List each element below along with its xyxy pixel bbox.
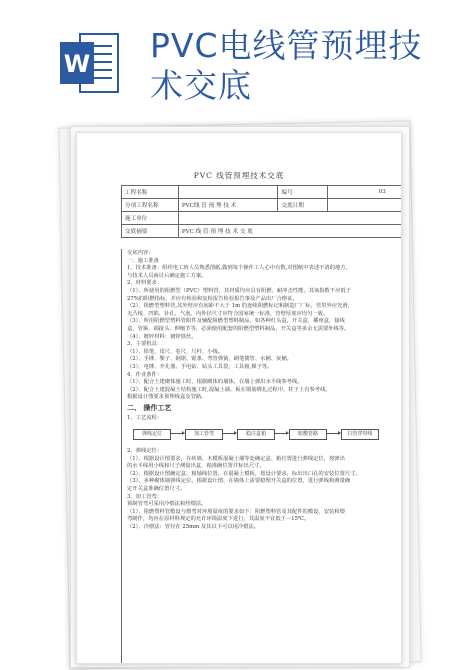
body-section-process [127,448,402,532]
body-line: 3、主要机具： [127,341,163,348]
body-line: 一、施工准备 [127,257,159,264]
flow-arrow-icon [171,433,183,434]
table-value [178,186,278,199]
document-body [127,250,402,532]
table-row [122,212,403,225]
body-line: 根据设计图要求预埋线盒及管路。 [127,394,207,401]
flow-step-box: 暗敷管路 [289,429,327,440]
flow-arrow-icon [223,433,235,434]
body-line: 无凸棱、凹陷、针孔、气泡，内外径尺寸应符合国家统一标准，管壁厚度应均匀一致。 [127,310,329,317]
flow-arrow-icon [275,433,287,434]
document-banner [0,0,474,118]
table-value: 03 [328,186,402,199]
table-row [122,186,403,199]
table-value: PVC线 管 预 埋 技 术 [178,199,278,212]
flow-arrow-icon [327,433,339,434]
flow-step-box: 扫管穿带线 [341,429,379,440]
body-line: 与技术人员商讨后确定施工方案。 [127,272,207,279]
body-line: （2）、阻燃型塑料管,其外壁应有间距不大于 1m 的连续阻燃标记和制造厂厂标，管里外应光滑, [127,303,350,310]
body-line: （1）、所使用的阻燃型（PVC）塑料管，其材质均应具有阻燃、耐冲击性能，其氧指数不应低于 [127,287,352,294]
table-label: 交底摘要 [122,225,179,238]
table-label: 交底日期 [278,199,328,212]
table-row [122,225,403,238]
word-document-icon [58,28,120,98]
body-line: （1）、根据设计图要求，在砖墙、木模板混凝土墙等处确定盒、箱位置进行弹线定位，按弹出 [127,455,345,462]
svg-text:W: W [63,50,91,78]
table-value [328,199,402,212]
table-label: 施工单位 [122,212,179,225]
body-line: （1）、配合土建砌体施工时，根据砌体的墙体，在墙上弹出水平线参考线。 [127,379,303,386]
body-line: 1、技术准备：组织电工班人员熟悉图纸,做到每个操作工人心中有数,对图纸中表述不清的地方, [127,265,348,272]
process-label: 1、工艺流程： [127,415,163,422]
body-line: （1）、阻燃塑料管敷设与煨弯对环境温度的要求如下：阻燃塑料管及其配件的敷设，安装和煨 [127,508,345,515]
body-line: 弯制作，均应在原材料规定的允许环境温度下进行，其温度不宜低于－15℃。 [127,516,310,523]
content-title: 交底内容： [127,250,154,256]
table-label: 工程名称 [122,186,179,199]
body-line: （3）、电锤、开孔器、手电钻、钻头工具袋，工具箱,梯子等。 [127,363,273,370]
table-row [122,199,403,212]
document-page [76,132,402,664]
table-value [178,212,402,225]
body-line: （2）、根据设计图确定盒、箱轴线位置，在混凝土模板，按设计要求，标出出口孔的安装位置尺寸。 [127,470,361,477]
body-line: 4、作业条件： [127,371,163,378]
document-title: PVC 线管预埋技术交底 [193,171,285,180]
flow-step-box: 稳注盒箱 [237,429,275,440]
body-line: 3、加工管弯： [127,493,163,500]
body-line: （4）、镀锌材料：镀锌铁丝。 [127,333,197,340]
body-line: 的水平线用小线和尺子测量出盒、箱准确位置并标出尺寸。 [127,463,265,470]
body-line: （3）、所用阻燃型塑料管附件及辅配阻燃型塑料制品，如各种灯头盒，开关盒，插座盒，接线 [127,318,345,325]
body-line: （1）、铅笔、皮尺、卷尺、尺杆、小线。 [127,348,224,355]
table-value: PVC 线 管 预 埋 技 术 交 底 [178,225,402,238]
banner-title: PVC电线管预埋技术交底 [150,26,423,105]
body-line: 2、弹线定位： [127,448,163,455]
body-line: 预制管弯可采用冷煨法和热煨法。 [127,501,207,508]
flow-step-box: 弹线定位 [133,429,171,440]
body-section-preparation [127,258,402,402]
body-line: （2）、手锤、錾子、钢锯、锯条、弯管弹簧、刷笔搂管、水桶、灰桶。 [127,356,292,363]
body-line: 2、材料要求： [127,280,163,287]
body-line: （3）、多种砌体墙弹线定位，根据设计图，在墙体上需要稳埋开关盒的位置，进行弹线和测量确 [127,478,351,485]
section-heading: 二、 操作工艺 [127,403,172,412]
table-label: 分项工程名称 [122,199,179,212]
body-line: （2）、配合土建混凝土结构施工时,混凝土墙、板在钢筋绑扎过程中，柱子上有参考线， [127,386,331,393]
body-line: （2）、冷煨法：管径在 25mm 及其以下可以用冷煨法。 [127,524,260,530]
body-line: 定开关盒准确位置尺寸。 [127,486,186,493]
body-line: 盒，管箍、端接头、伸缩节等，必须使用配套的阻燃型塑料制品，开关盒等多余无需要外线等。 [127,325,350,332]
info-table [121,185,402,238]
table-label: 编号 [278,186,328,199]
process-flowchart [133,425,402,445]
body-line: 27%的阻燃指标，并应有检验和复检报告检验报告事及产品出厂合格证。 [127,295,298,302]
flow-step-box: 加工管弯 [185,429,223,440]
